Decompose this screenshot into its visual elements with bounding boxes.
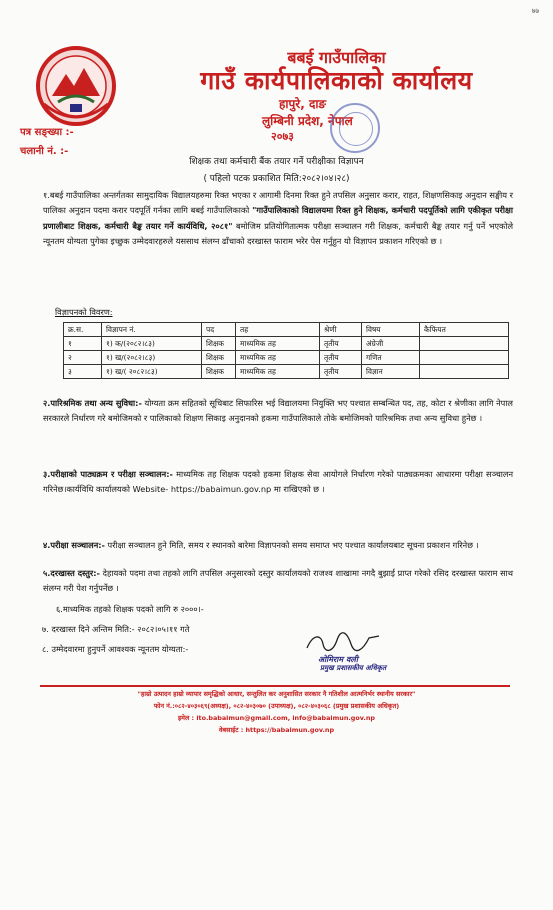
table-cell: १) ख/( २०८२।८३) xyxy=(102,365,202,379)
section-body: योग्यता क्रम सहितको सूचिबाट सिफारिस भई विद्यालयमा नियुक्ति भए पश्चात सम्बन्धित पद, तह, कोटा र श्रेणीका लागि नेपाल सरकारले निर्धारण गरे बमोजिमको र पालिकाको शिक्षण सिकाइ अनुदानको हकमा गाउँपालिकाले तोके बमोजिमको पारिश्रमिक तथा अन्य सुविधा हुनेछ । xyxy=(43,398,513,424)
officer-title: प्रमुख प्रशासकीय अधिकृत xyxy=(320,664,387,672)
footer-phone: फोन नं.:०८२-४०३०६९(अध्यक्ष), ०८२-४०३०७० (उपाध्यक्ष), ०८२-४०३०६८ (प्रमुख प्रशासकीय अधिकृत) xyxy=(153,702,400,710)
notice-paragraph-1 xyxy=(43,188,513,249)
notice-title: शिक्षक तथा कर्मचारी बैंक तयार गर्ने परीक्षीका विज्ञापन xyxy=(189,157,364,167)
table-cell: शिक्षक xyxy=(202,337,236,351)
section-heading: २.पारिश्रमिक तथा अन्य सुविधा:- xyxy=(43,398,142,408)
reference-number-label: पत्र सङ्ख्या :- xyxy=(20,127,74,138)
table-cell xyxy=(420,337,509,351)
table-cell: तृतीय xyxy=(320,351,362,365)
advertisement-table xyxy=(63,322,509,379)
table-cell: १) क/(२०८२।८३) xyxy=(102,337,202,351)
address-line-1: हापुरे, दाङ xyxy=(279,97,327,111)
ads-table-label: विज्ञापनको विवरण: xyxy=(55,307,113,317)
column-header: विषय xyxy=(362,323,420,337)
table-header-row xyxy=(64,323,509,337)
table-cell: ३ xyxy=(64,365,102,379)
table-cell: शिक्षक xyxy=(202,365,236,379)
paragraph-1-rest: बमोजिम प्रतियोगितात्मक परीक्षा सञ्चालन गरी शिक्षक, कर्मचारी बैङ्क तयार गर्नु पर्ने भएकोले न्यूनतम योग्यता पुगेका इच्छुक उम्मेदवारहरुले यससाथ संलग्न ढाँचाको दरखास्त फाराम भरेर पेस गर्नुहुन यो विज्ञापन प्रकाशन गरिएको छ । xyxy=(43,220,514,246)
table-row xyxy=(64,365,509,379)
table-cell: २ xyxy=(64,351,102,365)
footer-divider xyxy=(40,685,510,687)
qualification-line: ८. उम्मेदवारमा हुनुपर्ने आवश्यक न्यूनतम योग्यता:- xyxy=(42,644,189,654)
section-exam-conduct xyxy=(43,538,513,553)
fee-line: ६.माध्यमिक तहको शिक्षक पदको लागि रु २०००।- xyxy=(56,604,204,614)
officer-name: ओमिराम वली xyxy=(318,655,358,664)
section-heading: ४.परीक्षा सञ्चालन:- xyxy=(43,540,105,550)
table-row xyxy=(64,351,509,365)
notice-publish-date: ( पहिलो पटक प्रकाशित मिति:२०८२।०४।२८) xyxy=(203,174,350,184)
table-cell: १ xyxy=(64,337,102,351)
section-application-fee xyxy=(43,566,513,597)
table-cell: माध्यमिक तह xyxy=(236,365,320,379)
procedure-name: "गाउँपालिकाको विद्यालयमा रिक्त हुने शिक्षक, कर्मचारी पदपूर्तिको लागि एकीकृत परीक्षा प्रणालीबाट शिक्षक, कर्मचारी बैङ्क तयार गर्ने कार्यविधि, २०८१" xyxy=(43,205,513,231)
paragraph-1-intro: १.बबई गाउँपालिका अन्तर्गतका सामुदायिक विद्यालयहरुमा रिक्त भएका र आगामी दिनमा रिक्त हुने तपसिल अनुसार करार, राहत, शिक्षणसिकाइ अनुदान सङ्घीय र पालिका अनुदान पदमा करार पदपूर्ति गर्नका लागि बबई गाउँपालिकाको xyxy=(43,190,513,216)
address-line-2: लुम्बिनी प्रदेश, नेपाल xyxy=(262,114,353,128)
section-heading: ३.परीक्षाको पाठ्यक्रम र परीक्षा सञ्चालन:- xyxy=(43,469,173,479)
table-cell xyxy=(420,365,509,379)
table-cell: तृतीय xyxy=(320,365,362,379)
footer-website: वेबसाईट : https://babaimun.gov.np xyxy=(218,726,335,734)
section-syllabus xyxy=(43,467,513,498)
column-header: श्रेणी xyxy=(320,323,362,337)
section-heading: ५.दरखास्त दस्तुर:- xyxy=(43,568,100,578)
established-year: २०७३ xyxy=(271,130,294,143)
column-header: पद xyxy=(202,323,236,337)
column-header: विज्ञापन नं. xyxy=(102,323,202,337)
column-header: क्र.स. xyxy=(64,323,102,337)
deadline-line: ७. दरखास्त दिने अन्तिम मिति:- २०८२।०५।११ गते xyxy=(42,624,190,634)
table-cell: तृतीय xyxy=(320,337,362,351)
footer-email: इमेल : ito.babaimun@gmail.com, info@babaimun.gov.np xyxy=(178,714,375,722)
page-number: ७७ xyxy=(531,7,539,15)
table-row xyxy=(64,337,509,351)
signature-image xyxy=(303,630,383,655)
section-body: देहायको पदमा तथा तहको लागि तपसिल अनुसारको दस्तुर कार्यालयको राजश्व शाखामा नगदै बुझाई प्राप्त गरेको रसिद दरखास्त फाराम साथ संलग्न गरी पेश गर्नुपर्नेछ । xyxy=(43,568,513,594)
column-header: कैफियत xyxy=(420,323,509,337)
office-name: गाउँ कार्यपालिकाको कार्यालय xyxy=(200,66,473,95)
table-cell: अंग्रेजी xyxy=(362,337,420,351)
section-body: माध्यमिक तह शिक्षक पदको हकमा शिक्षक सेवा आयोगले निर्धारण गरेको पाठ्यक्रमका आधारमा परीक्षा सञ्चालन गरिनेछ।कार्यविधि कार्यालयको Website- https://babaimun.gov.np मा राखिएको छ । xyxy=(43,469,513,495)
table-cell: गणित xyxy=(362,351,420,365)
footer-slogan: "हाम्रो उत्पादन हाम्रो व्यापार समृद्धिको आधार, सन्तुलित कर अनुशासित सरकार नै गतिशील आत्मनिर्भर स्थानीय सरकार" xyxy=(137,690,416,698)
municipality-name: बबई गाउँपालिका xyxy=(287,48,386,67)
column-header: तह xyxy=(236,323,320,337)
table-cell: माध्यमिक तह xyxy=(236,337,320,351)
dispatch-number-label: चलानी नं. :- xyxy=(20,146,69,157)
table-cell: १) ख/(२०८२।८३) xyxy=(102,351,202,365)
office-stamp xyxy=(330,103,380,153)
table-cell: विज्ञान xyxy=(362,365,420,379)
section-remuneration xyxy=(43,396,513,427)
table-cell: माध्यमिक तह xyxy=(236,351,320,365)
section-body: परीक्षा सञ्चालन हुने मिति, समय र स्थानको बारेमा विज्ञापनको समय समाप्त भए पश्चात कार्यालयबाट सूचना प्रकाशन गरिनेछ । xyxy=(104,540,479,550)
table-cell: शिक्षक xyxy=(202,351,236,365)
table-cell xyxy=(420,351,509,365)
